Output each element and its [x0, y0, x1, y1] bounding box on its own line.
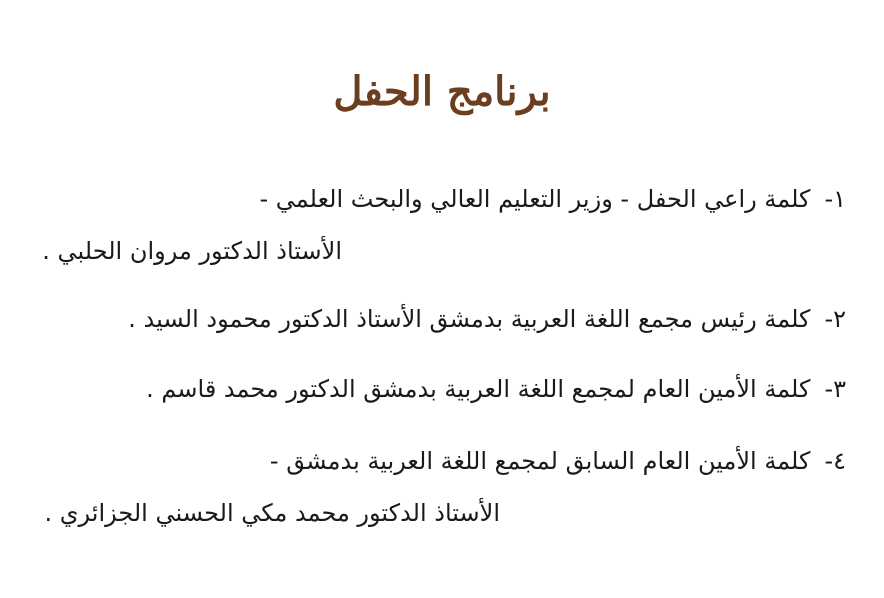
item-2-number: ٢- [824, 305, 846, 333]
program-item-2-line-1 [128, 302, 846, 336]
program-item-4-line-2: الأستاذ الدكتور محمد مكي الحسني الجزائري . [44, 499, 500, 527]
item-4-number: ٤- [824, 447, 846, 475]
item-2-text: كلمة رئيس مجمع اللغة العربية بدمشق الأستاذ الدكتور محمود السيد . [128, 305, 811, 333]
item-3-number: ٣- [824, 375, 846, 403]
item-1-number: ١- [824, 185, 846, 213]
program-item-3-line-1 [146, 372, 846, 406]
program-item-1-line-2: الأستاذ الدكتور مروان الحلبي . [42, 237, 342, 265]
item-4-text: كلمة الأمين العام السابق لمجمع اللغة العربية بدمشق - [269, 447, 811, 475]
item-3-text: كلمة الأمين العام لمجمع اللغة العربية بدمشق الدكتور محمد قاسم . [146, 375, 811, 403]
item-1-text: كلمة راعي الحفل - وزير التعليم العالي والبحث العلمي - [259, 185, 811, 213]
program-item-4-line-1 [270, 444, 846, 478]
page-title: برنامج الحفل [333, 68, 551, 115]
program-item-1-line-1 [259, 182, 846, 216]
